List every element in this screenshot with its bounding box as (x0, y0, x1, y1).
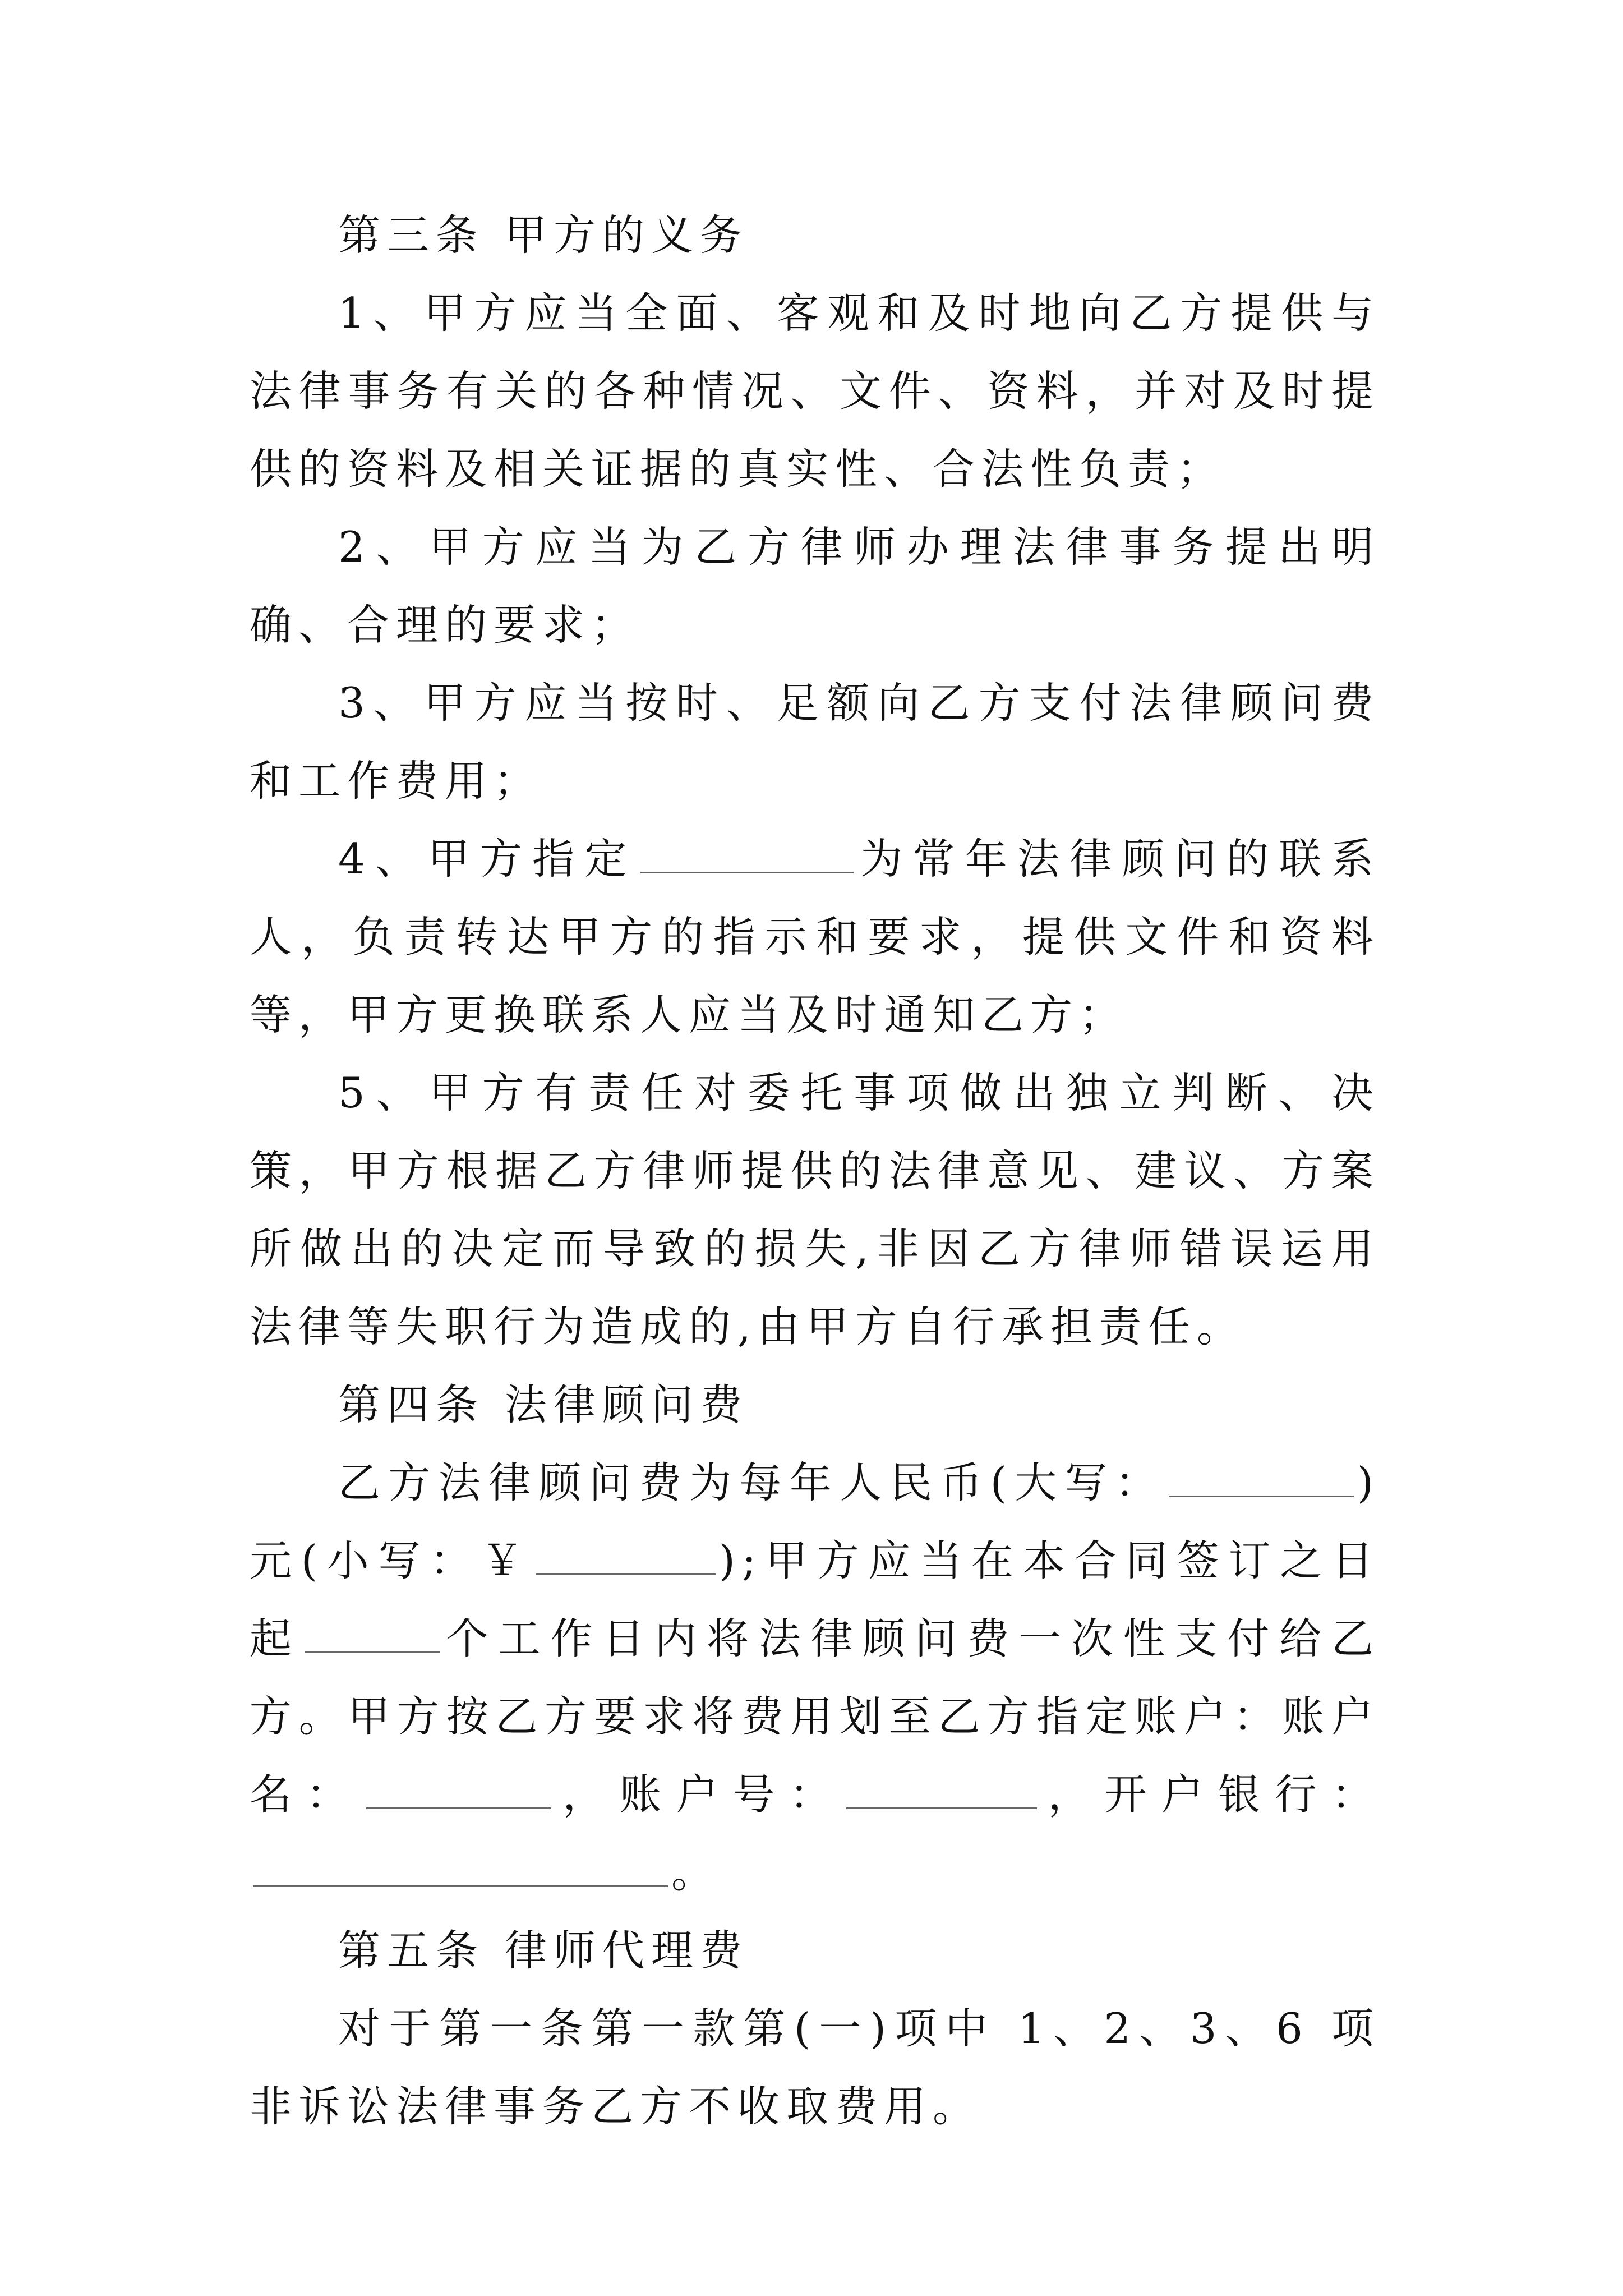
fee-text-e: ，账户号： (555, 1770, 846, 1819)
account-number-blank (846, 1768, 1037, 1809)
fee-text-a: 乙方法律顾问费为每年人民币(大写： (338, 1458, 1165, 1507)
bank-name-blank (253, 1846, 668, 1887)
article-4-fee-paragraph (250, 1444, 1380, 1912)
article-3-item-4 (250, 820, 1380, 1054)
fee-text-b: )元(小写：￥ (250, 1458, 1380, 1585)
payment-days-blank (305, 1612, 440, 1653)
account-name-blank (366, 1768, 551, 1809)
item-4-suffix: 为常年法律顾问的联系人，负责转达甲方的指示和要求，提供文件和资料等，甲方更换联系人应当及时通知乙方； (250, 834, 1380, 1039)
document-body (250, 196, 1380, 2146)
article-3-item-3: 3、甲方应当按时、足额向乙方支付法律顾问费和工作费用； (250, 678, 1380, 806)
contact-person-blank (640, 832, 854, 873)
item-4-prefix: 4、甲方指定 (338, 834, 637, 884)
article-4-heading: 第四条 法律顾问费 (338, 1380, 749, 1429)
article-5-heading: 第五条 律师代理费 (338, 1926, 749, 1975)
fee-uppercase-blank (1169, 1456, 1354, 1497)
article-3-item-1: 1、甲方应当全面、客观和及时地向乙方提供与法律事务有关的各种情况、文件、资料，并对及时提供的资料及相关证据的真实性、合法性负责； (250, 288, 1380, 494)
article-3-heading: 第三条 甲方的义务 (338, 210, 749, 260)
article-5-text: 对于第一条第一款第(一)项中 1、2、3、6 项非诉讼法律事务乙方不收取费用。 (250, 2004, 1380, 2131)
article-3-item-2: 2、甲方应当为乙方律师办理法律事务提出明确、合理的要求； (250, 522, 1380, 650)
fee-text-d: 个工作日内将法律顾问费一次性支付给乙方。甲方按乙方要求将费用划至乙方指定账户：账户名： (250, 1614, 1380, 1819)
fee-lowercase-blank (536, 1534, 716, 1575)
fee-text-c: );甲方应当在本合同签订之日起 (250, 1536, 1381, 1663)
fee-text-g: 。 (671, 1848, 721, 1897)
article-3-item-5: 5、甲方有责任对委托事项做出独立判断、决策，甲方根据乙方律师提供的法律意见、建议、方案所做出的决定而导致的损失,非因乙方律师错误运用法律等失职行为造成的,由甲方自行承担责任。 (250, 1068, 1380, 1351)
fee-text-f: ，开户银行： (1040, 1770, 1380, 1819)
